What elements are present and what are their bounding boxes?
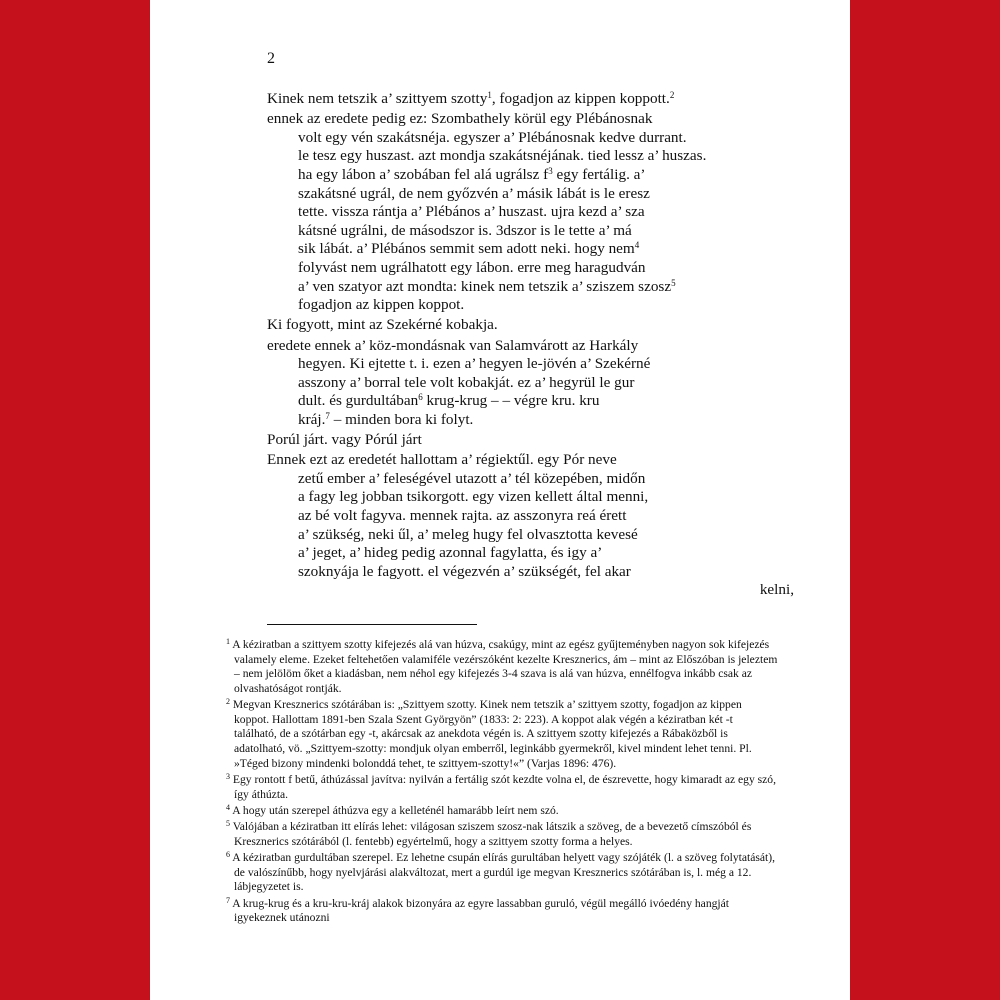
footnote-ref[interactable]: 7 [325, 410, 330, 421]
footnote-number: 3 [226, 771, 230, 781]
document-page [150, 0, 850, 1000]
footnote-ref[interactable]: 1 [487, 90, 492, 100]
text-line: hegyen. Ki ejtette t. i. ezen a’ hegyen le-jövén a’ Szekérné [298, 355, 651, 373]
footnote-ref[interactable]: 4 [634, 240, 640, 251]
footnote [222, 773, 778, 802]
footnote-text: A kéziratban a szittyem szotty kifejezés alá van húzva, csakúgy, mint az egész gyűjteményben nagyon sok kifejezés valamely eleme. Ezeket feltehetően valamiféle vezérszóként kezelte Kresznerics, ám – mint az Előszóban is jeleztem – nem jelölöm őket a kiadásban, nem néhol egy kifejezés 3-4 szava is alá van húzva, ennélfogva inkább csak az olvashatóságot rontják. [232, 638, 778, 695]
footnote-text: A hogy után szerepel áthúzva egy a kelleténél hamarább leírt nem szó. [232, 803, 559, 817]
footnotes [222, 638, 778, 928]
text-line: kráj.$^7$ – minden bora ki folyt. [298, 410, 474, 428]
text-line: a’ ven szatyor azt mondta: kinek nem tetszik a’ sziszem szosz$^5$ [298, 277, 676, 295]
footnote [222, 698, 778, 771]
text-line: kátsné ugrálni, de másodszor is. 3dszor is le tette a’ má [298, 221, 632, 239]
text-line: fogadjon az kippen koppot. [298, 296, 465, 314]
footnote-text: Megvan Kresznerics szótárában is: „Szittyem szotty. Kinek nem tetszik a’ szittyem szotty, fogadjon az kippen koppot. Hallottam 1891-ben Szala Szent Györgyön” (1833: 2: 223). A koppot alak végén a kéziratban két -t található, de a szótárban egy -t, akárcsak az anekdota végén is. A szittyem szotty kifejezés a Rábaközből is adatolható, vö. „Szittyem-szotty: mondjuk olyan emberről, leginkább gyermekről, kivel mindent lehet tenni. Pl. »Téged bizony mindenki bolonddá tehet, te szittyem-szotty!«” (Varjas 1896: 476). [232, 698, 752, 770]
footnote [222, 820, 778, 849]
footnote [222, 804, 778, 819]
footnote-text: A kéziratban gurdultában szerepel. Ez lehetne csupán elírás gurultában helyett vagy szójáték (l. a szöveg folytatását), de valószínűbb, hogy nyelvjárási alakváltozat, mert a gurdúl ige megvan Kresznerics szótárában is, l. még a 12. lábjegyzetet is. [232, 851, 776, 894]
text-line: folyvást nem ugrálhatott egy lábon. erre meg haragudván [298, 258, 646, 276]
text-line: tette. vissza rántja a’ Plébános a’ huszast. ujra kezd a’ sza [298, 203, 645, 221]
proverb-headline: Ki fogyott, mint az Szekérné kobakja. [267, 316, 498, 334]
text-line: ha egy lábon a’ szobában fel alá ugrálsz $f^3$ egy fertálig. a’ [298, 165, 646, 183]
text-line: a’ szükség, neki űl, a’ meleg hugy fel olvasztotta kevesé [298, 525, 638, 543]
footnote [222, 638, 778, 696]
footnote-number: 7 [226, 895, 230, 905]
main-text [267, 90, 794, 602]
footnote-ref[interactable]: 6 [418, 392, 423, 403]
text-line: ennek az eredete pedig ez: Szombathely körül egy Plébánosnak [267, 110, 653, 128]
text-line: az bé volt fagyva. mennek rajta. az asszonyra reá érett [298, 507, 627, 525]
footnote [222, 851, 778, 895]
footnote-ref[interactable]: 3 [548, 165, 553, 176]
proverb-origin [267, 110, 767, 315]
footnote-number: 2 [226, 697, 230, 707]
footnote-ref[interactable]: 2 [669, 90, 675, 100]
proverb-origin [267, 337, 767, 430]
footnote-number: 6 [226, 850, 230, 860]
text-line: zetű ember a’ feleségével utazott a’ tél közepében, midőn [298, 469, 646, 487]
text-line: sik lábát. a’ Plébános semmit sem adott neki. hogy nem$^4$ [298, 240, 640, 258]
footnote-ref[interactable]: 5 [671, 277, 676, 288]
text-line: eredete ennek a’ köz-mondásnak van Salamvárott az Harkály [267, 336, 639, 354]
footnote-number: 4 [226, 802, 230, 812]
footnote-number: 5 [226, 819, 230, 829]
catchword: kelni, [759, 581, 794, 599]
footnote-text: Egy rontott f betű, áthúzással javítva: nyilván a fertálig szót kezdte volna el, de észrevette, hogy kimaradt az egy szó, így áthúzta. [232, 772, 777, 801]
text-line: le tesz egy huszast. azt mondja szakátsnéjának. tied lessz a’ huszas. [298, 147, 707, 165]
proverb-headline: Porúl járt. vagy Pórúl járt [267, 431, 422, 449]
proverb-headline: Kinek nem tetszik a’ szittyem szotty$^1$, fogadjon az kippen koppott.$^2$ [267, 90, 675, 107]
footnote-divider [267, 624, 477, 625]
text-line: asszony a’ borral tele volt kobakját. ez a’ hegyrül le gur [298, 373, 635, 391]
text-line: a’ jeget, a’ hideg pedig azonnal fagylatta, és igy a’ [298, 544, 603, 562]
proverb-origin [267, 451, 794, 600]
footnote-text: A krug-krug és a kru-kru-kráj alakok bizonyára az egyre lassabban guruló, végül megálló ivóedény hangját igyekeznek utánozni [232, 896, 730, 925]
text-line: Ennek ezt az eredetét hallottam a’ régiektűl. egy Pór neve [267, 451, 617, 469]
footnote [222, 897, 778, 926]
text-line: szoknyája le fagyott. el végezvén a’ szükségét, fel akar [298, 562, 631, 580]
text-line: dult. és gurdultában$^6$ krug-krug – – végre kru. kru [298, 392, 600, 410]
footnote-number: 1 [226, 637, 230, 646]
page-number: 2 [267, 50, 275, 67]
footnote-text: Valójában a kéziratban itt elírás lehet: világosan sziszem szosz-nak látszik a szöveg, de a bevezető címszóból és Kresznerics szótárából (l. fentebb) egyértelmű, hogy a szittyem szotty forma a helyes. [232, 820, 752, 848]
text-line: volt egy vén szakátsnéja. egyszer a’ Plébánosnak kedve durrant. [298, 128, 687, 146]
text-line: szakátsné ugrál, de nem győzvén a’ másik lábát is le eresz [298, 184, 650, 202]
text-line: a fagy leg jobban tsikorgott. egy vizen kellett által menni, [298, 488, 649, 506]
